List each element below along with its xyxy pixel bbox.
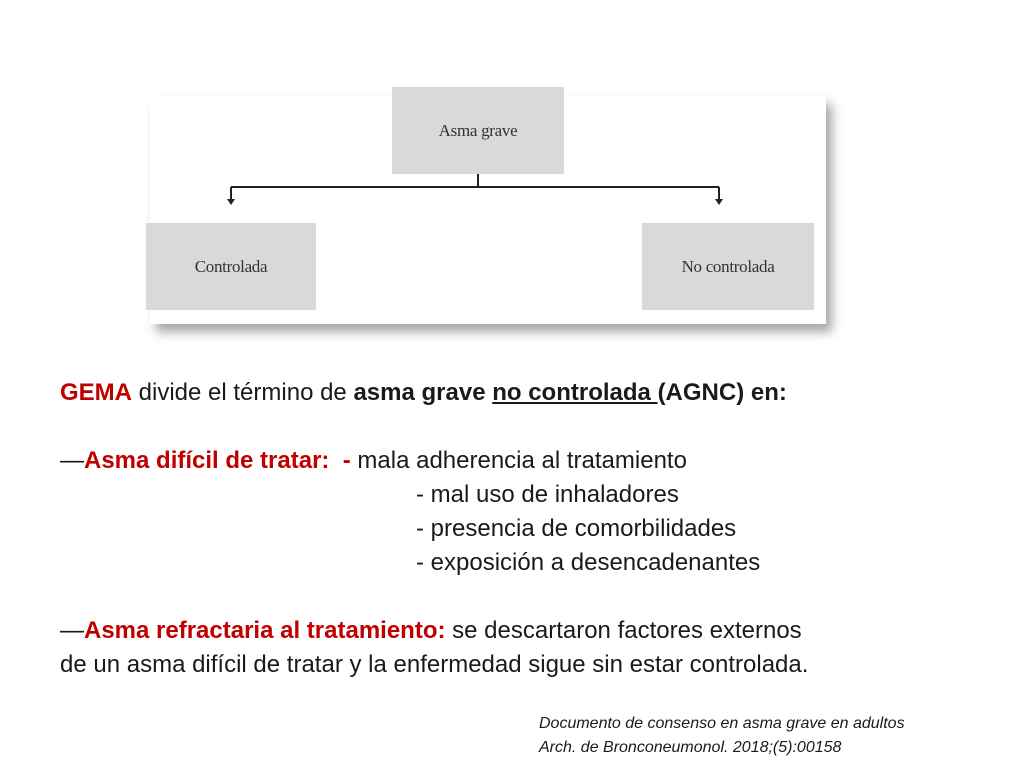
difficult-item-4: - exposición a desencadenantes — [416, 549, 761, 576]
no-controlada-term: no controlada — [492, 379, 658, 406]
asma-grave-term: asma grave — [353, 379, 493, 406]
citation — [539, 712, 905, 760]
refractory-desc-2: de un asma difícil de tratar y la enfermedad sigue sin estar controlada. — [60, 651, 809, 678]
difficult-title: Asma difícil de tratar: — [84, 447, 330, 474]
node-asma-grave-label: Asma grave — [438, 120, 518, 140]
difficult-item-1: mala adherencia al tratamiento — [357, 447, 687, 474]
difficult-first-dash: - — [329, 447, 358, 474]
gema-term: GEMA — [60, 379, 132, 406]
left-arrowhead — [227, 199, 235, 205]
difficult-item-2: - mal uso de inhaladores — [416, 481, 679, 508]
intro-line — [60, 376, 787, 410]
difficult-item-3: - presencia de comorbilidades — [416, 515, 737, 542]
refractory-title: Asma refractaria al tratamiento: — [84, 617, 446, 644]
difficult-dash: — — [60, 447, 84, 474]
node-controlada — [146, 223, 316, 310]
citation-line-1: Documento de consenso en asma grave en adultos — [539, 715, 905, 732]
node-controlada-label: Controlada — [194, 256, 268, 276]
right-arrowhead — [715, 199, 723, 205]
intro-divide: divide el término de — [132, 379, 354, 406]
refractory-line — [60, 614, 802, 648]
node-no-controlada-label: No controlada — [681, 256, 775, 276]
refractory-dash: — — [60, 617, 84, 644]
node-no-controlada — [642, 223, 814, 310]
node-asma-grave — [392, 87, 564, 174]
agnc-term: (AGNC) en: — [657, 379, 787, 406]
refractory-desc-1: se descartaron factores externos — [445, 617, 802, 644]
citation-line-2: Arch. de Bronconeumonol. 2018;(5):00158 — [539, 739, 842, 756]
difficult-line — [60, 444, 687, 478]
